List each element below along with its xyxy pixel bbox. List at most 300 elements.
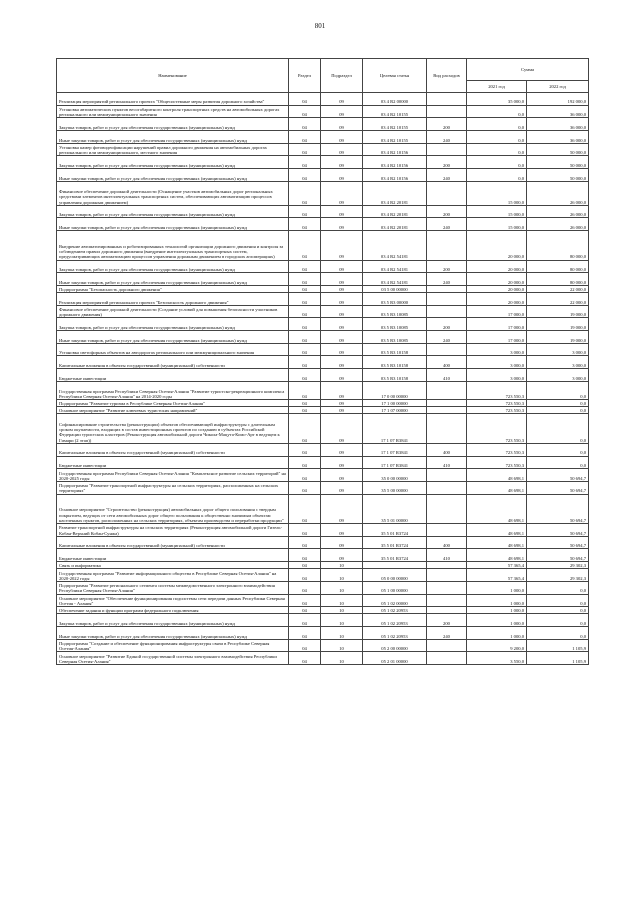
cell-sum-year-2: 80 000,0 bbox=[527, 231, 589, 261]
cell-section: 04 bbox=[289, 231, 321, 261]
table-row bbox=[57, 156, 589, 169]
cell-section: 04 bbox=[289, 414, 321, 444]
cell-section: 04 bbox=[289, 156, 321, 169]
cell-article bbox=[363, 562, 427, 569]
cell-subsection: 09 bbox=[321, 407, 363, 414]
cell-sum-year-2: 26 000,0 bbox=[527, 218, 589, 231]
cell-article: 03 5 R3 10158 bbox=[363, 343, 427, 356]
cell-section: 04 bbox=[289, 607, 321, 614]
cell-section: 04 bbox=[289, 218, 321, 231]
cell-expense-type bbox=[427, 607, 467, 614]
cell-sum-year-1: 15 000,0 bbox=[467, 205, 527, 218]
cell-sum-year-1: 723 550,3 bbox=[467, 381, 527, 399]
table-row bbox=[57, 331, 589, 344]
table-row bbox=[57, 536, 589, 549]
cell-name: Подпрограмма "Развитие туризма в Республике Северная Осетия-Алания" bbox=[57, 400, 289, 407]
cell-subsection: 10 bbox=[321, 614, 363, 627]
cell-subsection: 09 bbox=[321, 481, 363, 494]
header-name: Наименование bbox=[57, 59, 289, 93]
cell-sum-year-1: 15 000,0 bbox=[467, 181, 527, 205]
table-row bbox=[57, 343, 589, 356]
cell-expense-type bbox=[427, 143, 467, 156]
table-row bbox=[57, 181, 589, 205]
cell-article: 05 1 02 20953 bbox=[363, 607, 427, 614]
cell-name: Иные закупки товаров, работ и услуг для обеспечения государственных (муниципальных) нужд bbox=[57, 273, 289, 286]
cell-name: Подпрограмма "Развитие регионального сегмента системы межведомственного электронного взаимодействия Республики Северная Осетия-Алания" bbox=[57, 581, 289, 594]
cell-subsection: 09 bbox=[321, 260, 363, 273]
cell-name: Государственная программа Республики Северная Осетия-Алания "Комплексное развитие сельских территорий" на 2020-2025 годы bbox=[57, 469, 289, 482]
cell-sum-year-2: 0,0 bbox=[527, 456, 589, 469]
cell-sum-year-1: 0,0 bbox=[467, 105, 527, 118]
cell-name: Закупка товаров, работ и услуг для обеспечения государственных (муниципальных) нужд bbox=[57, 156, 289, 169]
cell-expense-type bbox=[427, 469, 467, 482]
cell-expense-type bbox=[427, 381, 467, 399]
cell-sum-year-2: 0,0 bbox=[527, 407, 589, 414]
cell-subsection: 09 bbox=[321, 536, 363, 549]
cell-sum-year-1: 1 000,0 bbox=[467, 594, 527, 607]
cell-sum-year-1: 48 698,1 bbox=[467, 481, 527, 494]
table-row bbox=[57, 169, 589, 182]
table-row bbox=[57, 369, 589, 382]
cell-section: 04 bbox=[289, 456, 321, 469]
cell-name: Установка светофорных объектов на автодорогах регионального или межмуниципального значения bbox=[57, 343, 289, 356]
cell-expense-type: 410 bbox=[427, 369, 467, 382]
cell-name: Капитальные вложения в объекты государственной (муниципальной) собственности bbox=[57, 443, 289, 456]
cell-sum-year-2: 36 000,0 bbox=[527, 131, 589, 144]
cell-section: 04 bbox=[289, 549, 321, 562]
cell-subsection: 09 bbox=[321, 456, 363, 469]
cell-sum-year-1: 17 000,0 bbox=[467, 331, 527, 344]
cell-expense-type bbox=[427, 407, 467, 414]
cell-subsection: 09 bbox=[321, 369, 363, 382]
cell-name: Государственная программа Республики Северная Осетия-Алания "Развитие туристско-рекреационного комплекса Республики Северная Осетия-Алания" на 2014-2020 годы bbox=[57, 381, 289, 399]
cell-sum-year-1: 20 000,0 bbox=[467, 273, 527, 286]
cell-name: Развитие транспортной инфраструктуры на сельских территориях (Реконструкция автомобильной дороги Гизель-Кобан-Верхний Кобан-Сунжа) bbox=[57, 524, 289, 537]
cell-sum-year-2: 50 694,7 bbox=[527, 494, 589, 524]
cell-section: 04 bbox=[289, 131, 321, 144]
header-year-1: 2021 год bbox=[467, 81, 527, 93]
cell-expense-type: 240 bbox=[427, 331, 467, 344]
table-row bbox=[57, 569, 589, 582]
cell-subsection: 10 bbox=[321, 562, 363, 569]
cell-sum-year-1: 17 000,0 bbox=[467, 318, 527, 331]
cell-subsection: 09 bbox=[321, 494, 363, 524]
cell-section: 04 bbox=[289, 562, 321, 569]
table-row bbox=[57, 469, 589, 482]
cell-expense-type: 200 bbox=[427, 205, 467, 218]
table-row bbox=[57, 118, 589, 131]
cell-subsection: 09 bbox=[321, 218, 363, 231]
cell-subsection: 09 bbox=[321, 205, 363, 218]
cell-sum-year-1: 3 000,0 bbox=[467, 356, 527, 369]
cell-sum-year-1: 3 000,0 bbox=[467, 369, 527, 382]
cell-sum-year-2: 36 000,0 bbox=[527, 105, 589, 118]
budget-table bbox=[56, 58, 589, 665]
cell-subsection: 09 bbox=[321, 118, 363, 131]
cell-section: 04 bbox=[289, 105, 321, 118]
cell-sum-year-1: 35 000,0 bbox=[467, 93, 527, 106]
cell-article: 17 1 07 R3841 bbox=[363, 443, 427, 456]
table-row bbox=[57, 305, 589, 318]
cell-sum-year-2: 0,0 bbox=[527, 581, 589, 594]
cell-section: 04 bbox=[289, 343, 321, 356]
cell-article: 17 1 07 R3841 bbox=[363, 414, 427, 444]
table-row bbox=[57, 524, 589, 537]
cell-article: 03 5 00 00000 bbox=[363, 285, 427, 292]
cell-sum-year-2: 50 000,0 bbox=[527, 169, 589, 182]
cell-section: 04 bbox=[289, 118, 321, 131]
cell-sum-year-1: 57 365,4 bbox=[467, 562, 527, 569]
cell-name: Подпрограмма "Создание и обеспечение функционирования инфраструктуры связи в Республике Северная Осетия-Алания" bbox=[57, 639, 289, 652]
cell-section: 04 bbox=[289, 205, 321, 218]
table-row bbox=[57, 105, 589, 118]
cell-section: 04 bbox=[289, 93, 321, 106]
cell-expense-type bbox=[427, 285, 467, 292]
table-row bbox=[57, 456, 589, 469]
cell-name: Иные закупки товаров, работ и услуг для обеспечения государственных (муниципальных) нужд bbox=[57, 627, 289, 640]
table-row bbox=[57, 293, 589, 306]
cell-subsection: 09 bbox=[321, 293, 363, 306]
table-row bbox=[57, 381, 589, 399]
cell-name: Иные закупки товаров, работ и услуг для обеспечения государственных (муниципальных) нужд bbox=[57, 131, 289, 144]
cell-expense-type bbox=[427, 293, 467, 306]
cell-expense-type bbox=[427, 481, 467, 494]
cell-sum-year-1: 48 698,1 bbox=[467, 549, 527, 562]
cell-sum-year-2: 29 302,3 bbox=[527, 569, 589, 582]
cell-sum-year-2: 50 694,7 bbox=[527, 524, 589, 537]
cell-name: Подпрограмма "Безопасность дорожного движения" bbox=[57, 285, 289, 292]
table-row bbox=[57, 481, 589, 494]
cell-section: 04 bbox=[289, 143, 321, 156]
cell-name: Закупка товаров, работ и услуг для обеспечения государственных (муниципальных) нужд bbox=[57, 205, 289, 218]
cell-expense-type bbox=[427, 581, 467, 594]
cell-name: Подпрограмма "Развитие транспортной инфраструктуры на сельских территориях, расположенных на сельских территориях" bbox=[57, 481, 289, 494]
cell-section: 04 bbox=[289, 481, 321, 494]
cell-name: Реализация мероприятий регионального проекта "Безопасность дорожного движения" bbox=[57, 293, 289, 306]
table-row bbox=[57, 652, 589, 665]
cell-sum-year-1: 1 000,0 bbox=[467, 614, 527, 627]
cell-expense-type: 200 bbox=[427, 614, 467, 627]
cell-subsection: 09 bbox=[321, 156, 363, 169]
cell-name: Установка камер фотовидеофиксации нарушений правил дорожного движения на автомобильных дорогах регионального или межмуниципального, местного значения bbox=[57, 143, 289, 156]
cell-sum-year-1: 1 000,0 bbox=[467, 627, 527, 640]
cell-name: Внедрение автоматизированных и роботизированных технологий организации дорожного движения и контроля за соблюдением правил дорожного движения (внедрение интеллектуальных транспортных систем, предусматривающих автоматизацию процессов управления дорожным движением в городских агломерациях) bbox=[57, 231, 289, 261]
cell-sum-year-1: 0,0 bbox=[467, 143, 527, 156]
cell-expense-type: 240 bbox=[427, 131, 467, 144]
table-row bbox=[57, 407, 589, 414]
cell-section: 04 bbox=[289, 494, 321, 524]
cell-subsection: 10 bbox=[321, 569, 363, 582]
cell-section: 04 bbox=[289, 273, 321, 286]
table-row bbox=[57, 443, 589, 456]
cell-section: 04 bbox=[289, 331, 321, 344]
cell-subsection: 09 bbox=[321, 414, 363, 444]
cell-subsection: 10 bbox=[321, 639, 363, 652]
cell-section: 04 bbox=[289, 639, 321, 652]
cell-subsection: 09 bbox=[321, 549, 363, 562]
cell-expense-type: 400 bbox=[427, 443, 467, 456]
cell-name: Установка автоматических пунктов весогабаритного контроля транспортных средств на автомобильных дорогах регионального или межмуниципального значения bbox=[57, 105, 289, 118]
cell-article: 03 5 R3 10085 bbox=[363, 331, 427, 344]
cell-sum-year-2: 19 000,0 bbox=[527, 331, 589, 344]
cell-sum-year-2: 80 000,0 bbox=[527, 273, 589, 286]
cell-article: 35 5 01 R3724 bbox=[363, 524, 427, 537]
header-sum: Сумма bbox=[467, 59, 589, 81]
cell-expense-type: 240 bbox=[427, 627, 467, 640]
cell-sum-year-1: 48 698,1 bbox=[467, 469, 527, 482]
cell-sum-year-2: 0,0 bbox=[527, 594, 589, 607]
cell-section: 04 bbox=[289, 260, 321, 273]
cell-expense-type bbox=[427, 639, 467, 652]
table-row bbox=[57, 607, 589, 614]
cell-subsection: 09 bbox=[321, 318, 363, 331]
cell-expense-type bbox=[427, 93, 467, 106]
cell-subsection: 09 bbox=[321, 469, 363, 482]
cell-expense-type: 410 bbox=[427, 456, 467, 469]
cell-subsection: 09 bbox=[321, 273, 363, 286]
cell-section: 04 bbox=[289, 652, 321, 665]
table-row bbox=[57, 562, 589, 569]
cell-article: 03 4 R2 10155 bbox=[363, 131, 427, 144]
cell-section: 04 bbox=[289, 569, 321, 582]
cell-article: 03 4 R2 10156 bbox=[363, 156, 427, 169]
table-row bbox=[57, 143, 589, 156]
cell-sum-year-2: 192 000,0 bbox=[527, 93, 589, 106]
cell-name: Основное мероприятие "Обеспечение функционирования подсистемы сети передачи данных Республики Северная Осетия - Алания" bbox=[57, 594, 289, 607]
cell-article: 05 1 02 00000 bbox=[363, 594, 427, 607]
cell-sum-year-1: 723 550,3 bbox=[467, 456, 527, 469]
cell-sum-year-2: 26 000,0 bbox=[527, 181, 589, 205]
cell-sum-year-2: 0,0 bbox=[527, 414, 589, 444]
cell-sum-year-1: 15 000,0 bbox=[467, 218, 527, 231]
cell-name: Обеспечение задания и функции программ федерального подключения bbox=[57, 607, 289, 614]
cell-article: 03 4 R2 10155 bbox=[363, 118, 427, 131]
table-header bbox=[57, 59, 589, 93]
cell-subsection: 10 bbox=[321, 607, 363, 614]
cell-expense-type: 240 bbox=[427, 273, 467, 286]
cell-article: 35 5 01 00000 bbox=[363, 494, 427, 524]
cell-section: 04 bbox=[289, 407, 321, 414]
cell-sum-year-1: 0,0 bbox=[467, 156, 527, 169]
header-section: Раздел bbox=[289, 59, 321, 93]
header-article: Целевая статья bbox=[363, 59, 427, 93]
cell-subsection: 09 bbox=[321, 443, 363, 456]
cell-sum-year-1: 20 000,0 bbox=[467, 285, 527, 292]
table-row bbox=[57, 356, 589, 369]
cell-subsection: 09 bbox=[321, 381, 363, 399]
cell-sum-year-2: 0,0 bbox=[527, 381, 589, 399]
budget-table-container bbox=[56, 58, 588, 665]
cell-expense-type bbox=[427, 343, 467, 356]
table-row bbox=[57, 614, 589, 627]
cell-expense-type bbox=[427, 594, 467, 607]
cell-subsection: 09 bbox=[321, 181, 363, 205]
page-number: 801 bbox=[314, 22, 326, 30]
cell-expense-type: 200 bbox=[427, 318, 467, 331]
cell-sum-year-1: 48 698,1 bbox=[467, 524, 527, 537]
cell-subsection: 10 bbox=[321, 581, 363, 594]
cell-sum-year-1: 57 365,4 bbox=[467, 569, 527, 582]
cell-section: 04 bbox=[289, 381, 321, 399]
cell-sum-year-2: 3 000,0 bbox=[527, 343, 589, 356]
table-row bbox=[57, 400, 589, 407]
table-row bbox=[57, 131, 589, 144]
cell-section: 04 bbox=[289, 524, 321, 537]
cell-subsection: 09 bbox=[321, 143, 363, 156]
cell-section: 04 bbox=[289, 369, 321, 382]
cell-expense-type bbox=[427, 562, 467, 569]
cell-section: 04 bbox=[289, 627, 321, 640]
cell-sum-year-2: 19 000,0 bbox=[527, 318, 589, 331]
cell-section: 04 bbox=[289, 318, 321, 331]
cell-expense-type: 200 bbox=[427, 156, 467, 169]
cell-name: Закупка товаров, работ и услуг для обеспечения государственных (муниципальных) нужд bbox=[57, 318, 289, 331]
cell-sum-year-1: 1 000,0 bbox=[467, 581, 527, 594]
cell-article: 03 4 R2 10155 bbox=[363, 105, 427, 118]
cell-section: 04 bbox=[289, 400, 321, 407]
cell-sum-year-2: 1 105,9 bbox=[527, 639, 589, 652]
cell-subsection: 10 bbox=[321, 594, 363, 607]
cell-sum-year-2: 50 694,7 bbox=[527, 469, 589, 482]
header-expense-type: Вид расходов bbox=[427, 59, 467, 93]
cell-subsection: 10 bbox=[321, 652, 363, 665]
cell-sum-year-1: 20 000,0 bbox=[467, 231, 527, 261]
cell-section: 04 bbox=[289, 469, 321, 482]
cell-article: 05 1 02 20953 bbox=[363, 627, 427, 640]
table-row bbox=[57, 273, 589, 286]
table-row bbox=[57, 260, 589, 273]
cell-subsection: 09 bbox=[321, 285, 363, 292]
cell-sum-year-2: 19 000,0 bbox=[527, 305, 589, 318]
cell-expense-type: 200 bbox=[427, 118, 467, 131]
cell-name: Закупка товаров, работ и услуг для обеспечения государственных (муниципальных) нужд bbox=[57, 118, 289, 131]
cell-name: Бюджетные инвестиции bbox=[57, 456, 289, 469]
cell-sum-year-1: 723 550,3 bbox=[467, 414, 527, 444]
cell-article: 03 4 R2 10156 bbox=[363, 169, 427, 182]
cell-section: 04 bbox=[289, 181, 321, 205]
cell-article: 03 5 R3 10158 bbox=[363, 356, 427, 369]
cell-sum-year-2: 3 000,0 bbox=[527, 369, 589, 382]
cell-sum-year-1: 48 698,1 bbox=[467, 494, 527, 524]
cell-article: 17 1 07 00000 bbox=[363, 407, 427, 414]
cell-article: 03 4 R2 54181 bbox=[363, 273, 427, 286]
cell-sum-year-1: 1 000,0 bbox=[467, 607, 527, 614]
cell-section: 04 bbox=[289, 536, 321, 549]
cell-name: Основное мероприятие "Развитие ключевых туристских направлений" bbox=[57, 407, 289, 414]
cell-section: 04 bbox=[289, 614, 321, 627]
cell-subsection: 09 bbox=[321, 343, 363, 356]
cell-expense-type bbox=[427, 569, 467, 582]
cell-section: 04 bbox=[289, 581, 321, 594]
cell-sum-year-2: 50 000,0 bbox=[527, 143, 589, 156]
cell-sum-year-2: 50 000,0 bbox=[527, 156, 589, 169]
cell-section: 04 bbox=[289, 285, 321, 292]
cell-section: 04 bbox=[289, 443, 321, 456]
cell-sum-year-1: 3 550,0 bbox=[467, 652, 527, 665]
table-row bbox=[57, 205, 589, 218]
cell-article: 03 4 R2 00000 bbox=[363, 93, 427, 106]
cell-sum-year-2: 50 694,7 bbox=[527, 549, 589, 562]
cell-expense-type: 240 bbox=[427, 169, 467, 182]
cell-article: 03 4 R2 10156 bbox=[363, 143, 427, 156]
cell-expense-type: 400 bbox=[427, 536, 467, 549]
cell-sum-year-2: 0,0 bbox=[527, 614, 589, 627]
cell-article: 17 1 00 00000 bbox=[363, 400, 427, 407]
cell-subsection: 09 bbox=[321, 169, 363, 182]
cell-name: Связь и информатика bbox=[57, 562, 289, 569]
cell-sum-year-2: 22 000,0 bbox=[527, 285, 589, 292]
cell-expense-type: 410 bbox=[427, 549, 467, 562]
cell-name: Закупка товаров, работ и услуг для обеспечения государственных (муниципальных) нужд bbox=[57, 614, 289, 627]
cell-name: Бюджетные инвестиции bbox=[57, 549, 289, 562]
cell-subsection: 09 bbox=[321, 331, 363, 344]
table-body bbox=[57, 93, 589, 665]
cell-section: 04 bbox=[289, 305, 321, 318]
cell-subsection: 09 bbox=[321, 93, 363, 106]
cell-sum-year-2: 80 000,0 bbox=[527, 260, 589, 273]
cell-sum-year-2: 50 694,7 bbox=[527, 536, 589, 549]
cell-article: 05 1 00 00000 bbox=[363, 581, 427, 594]
cell-subsection: 09 bbox=[321, 400, 363, 407]
cell-name: Основное мероприятие "Развитие Единой государственной системы электронного взаимодействия Республики Северная Осетия-Алания" bbox=[57, 652, 289, 665]
table-row bbox=[57, 414, 589, 444]
header-subsection: Подраздел bbox=[321, 59, 363, 93]
cell-name: Софинансирование строительства (реконструкции) объектов обеспечивающей инфраструктуры с длительным сроком окупаемости, входящих в состав инвестиционных проектов по созданию в субъектах Российской Федерации туристских кластеров (Реконструкция автомобильной дороги Чикола-Мацута-Комо-Арт в ведущем к Гимари (2 этап)) bbox=[57, 414, 289, 444]
cell-sum-year-1: 0,0 bbox=[467, 118, 527, 131]
cell-expense-type: 200 bbox=[427, 260, 467, 273]
cell-expense-type bbox=[427, 652, 467, 665]
cell-expense-type bbox=[427, 181, 467, 205]
cell-subsection: 10 bbox=[321, 627, 363, 640]
table-row bbox=[57, 581, 589, 594]
cell-sum-year-1: 723 550,3 bbox=[467, 407, 527, 414]
cell-expense-type bbox=[427, 400, 467, 407]
cell-sum-year-1: 20 000,0 bbox=[467, 260, 527, 273]
cell-name: Основное мероприятие "Строительство (реконструкция) автомобильных дорог общего пользования с твердым покрытием, ведущих от сети автомобильных дорог общего пользования к общественно значимым объектам населенных пунктов, расположенных на сельских территориях, объектам производства и переработки продукции" bbox=[57, 494, 289, 524]
table-row bbox=[57, 549, 589, 562]
cell-subsection: 09 bbox=[321, 105, 363, 118]
cell-section: 04 bbox=[289, 594, 321, 607]
cell-expense-type: 240 bbox=[427, 218, 467, 231]
cell-name: Иные закупки товаров, работ и услуг для обеспечения государственных (муниципальных) нужд bbox=[57, 169, 289, 182]
cell-article: 35 5 01 R3724 bbox=[363, 549, 427, 562]
cell-sum-year-1: 9 200,0 bbox=[467, 639, 527, 652]
cell-sum-year-1: 3 000,0 bbox=[467, 343, 527, 356]
cell-article: 03 5 R3 10085 bbox=[363, 318, 427, 331]
cell-sum-year-2: 0,0 bbox=[527, 443, 589, 456]
table-row bbox=[57, 318, 589, 331]
cell-article: 05 2 00 00000 bbox=[363, 639, 427, 652]
cell-article: 03 4 R2 54181 bbox=[363, 260, 427, 273]
cell-sum-year-2: 0,0 bbox=[527, 607, 589, 614]
cell-article: 05 2 01 00000 bbox=[363, 652, 427, 665]
cell-name: Бюджетные инвестиции bbox=[57, 369, 289, 382]
table-row bbox=[57, 218, 589, 231]
cell-article: 03 4 R2 20181 bbox=[363, 181, 427, 205]
table-row bbox=[57, 494, 589, 524]
cell-sum-year-2: 50 694,7 bbox=[527, 481, 589, 494]
cell-expense-type bbox=[427, 231, 467, 261]
cell-article: 17 0 00 00000 bbox=[363, 381, 427, 399]
cell-section: 04 bbox=[289, 169, 321, 182]
cell-article: 05 1 02 20953 bbox=[363, 614, 427, 627]
cell-article: 35 5 00 00000 bbox=[363, 481, 427, 494]
cell-expense-type bbox=[427, 305, 467, 318]
cell-article: 05 0 00 00000 bbox=[363, 569, 427, 582]
cell-article: 35 5 01 R3724 bbox=[363, 536, 427, 549]
cell-subsection: 09 bbox=[321, 231, 363, 261]
cell-sum-year-1: 723 550,3 bbox=[467, 443, 527, 456]
